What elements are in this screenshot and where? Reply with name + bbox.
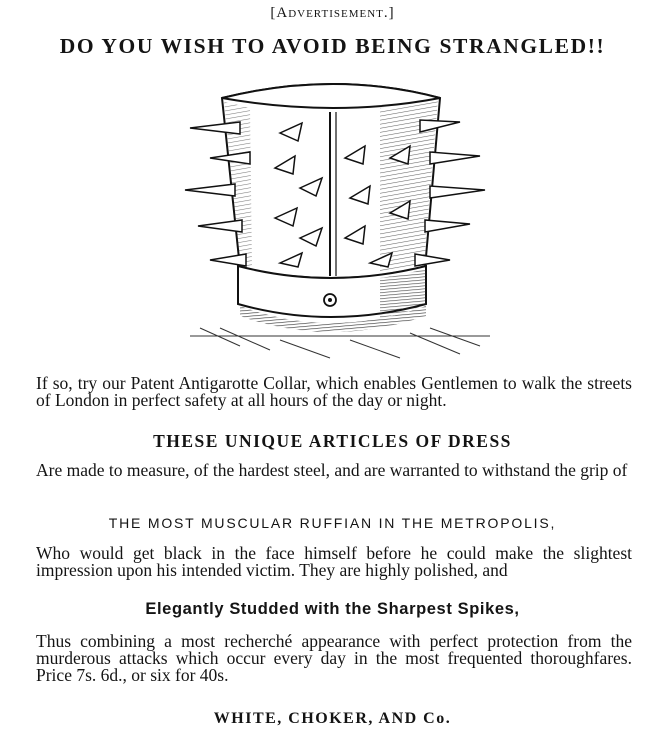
headline: DO YOU WISH TO AVOID BEING STRANGLED!! [59,34,606,58]
studded-heading: Elegantly Studded with the Sharpest Spikes, [145,600,520,618]
ruffian-heading: THE MOST MUSCULAR RUFFIAN IN THE METROPOLIS, [108,515,557,531]
dress-heading: THESE UNIQUE ARTICLES OF DRESS [153,431,512,451]
intro-paragraph: If so, try our Patent Antigarotte Collar, which enables Gentlemen to walk the streets of London in perfect safety at all hours of the day or night. [36,373,632,410]
company-signoff: WHITE, CHOKER, AND Co. [213,710,452,727]
advertisement-label: [Advertisement.] [270,5,395,21]
spiked-steel-collar-icon [180,78,500,363]
price-paragraph: Thus combining a most recherché appearance with perfect protection from the murderous attacks which occur every day in the most frequented thoroughfares. Price 7s. 6d., or six for 40s. [36,631,632,685]
victim-paragraph: Who would get black in the face himself before he could make the slightest impression upon his intended victim. They are highly polished, and [36,543,632,580]
steel-paragraph: Are made to measure, of the hardest steel, and are warranted to withstand the grip of [36,460,628,480]
